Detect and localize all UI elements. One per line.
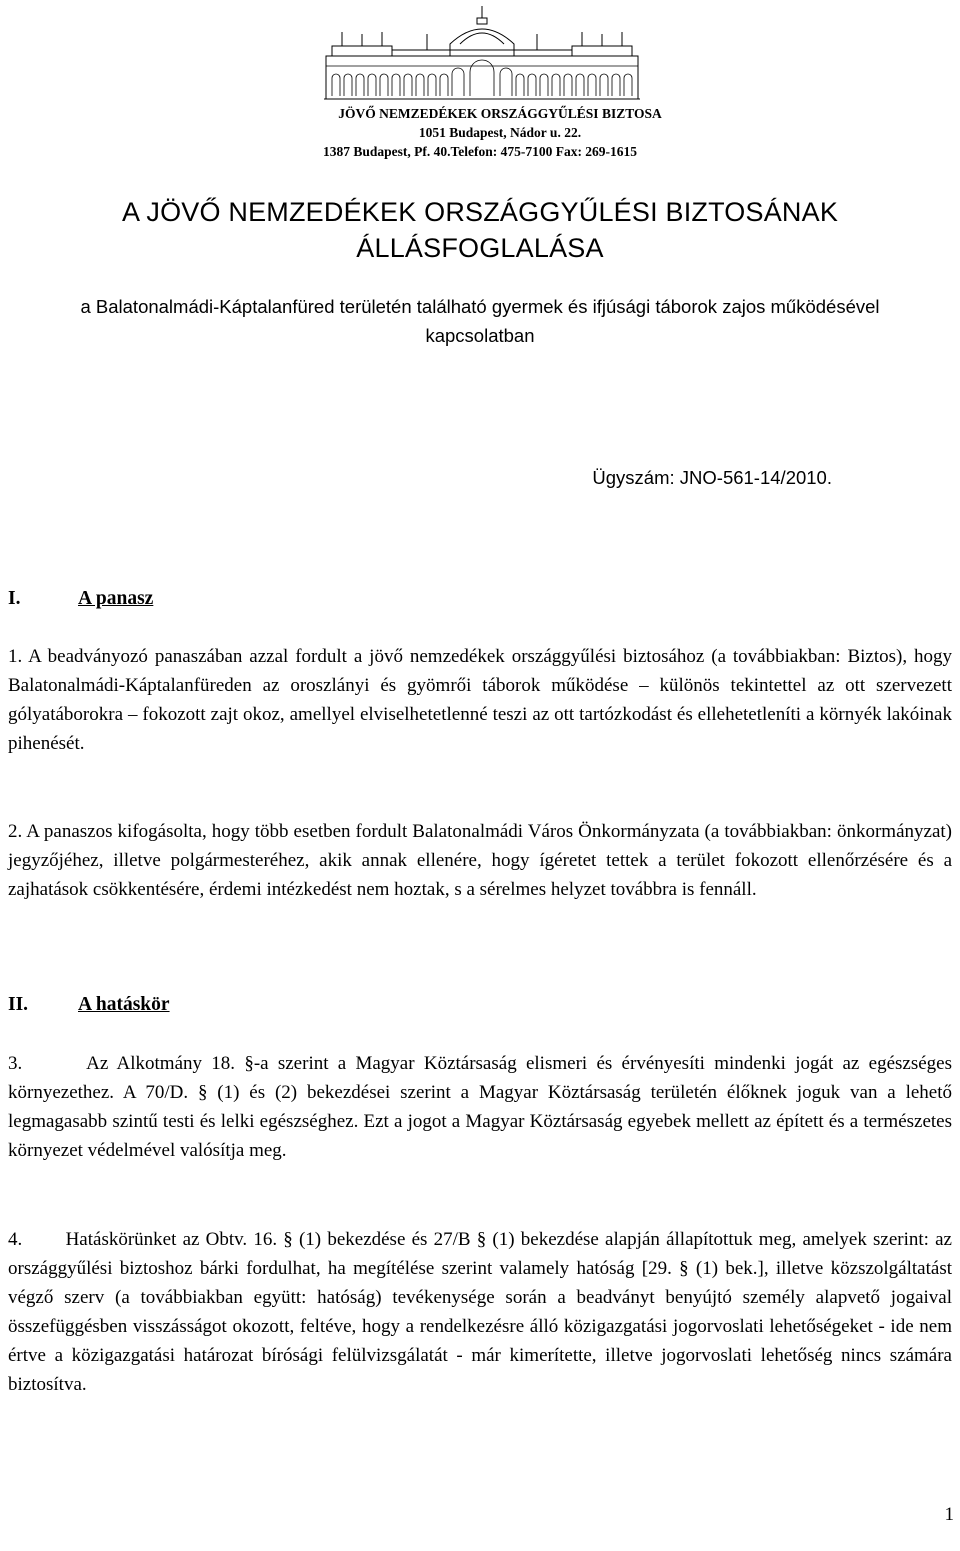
- title-line-2: ÁLLÁSFOGLALÁSA: [356, 233, 604, 263]
- page-number: 1: [944, 1504, 954, 1525]
- document-subtitle: a Balatonalmádi-Káptalanfüred területén található gyermek és ifjúsági táborok zajos működésével kapcsolatban: [80, 296, 880, 346]
- title-line-1: A JÖVŐ NEMZEDÉKEK ORSZÁGGYŰLÉSI BIZTOSÁNAK: [121, 197, 839, 227]
- parliament-building-logo: [322, 4, 642, 102]
- case-number: Ügyszám: JNO-561-14/2010.: [592, 467, 832, 488]
- paragraph-1: 1. A beadványozó panaszában azzal fordult a jövő nemzedékek országgyűlési biztosához (a továbbiakban: Biztos), hogy Balatonalmádi-Káptalanfüreden az oroszlányi és gyömrői táborok működése – különös tekintettel az ott szervezett gólyatáborokra – fokozott zajt okoz, amellyel elviselhetetlenné teszi az ott tartózkodást és ellehetetleníti a környék lakóinak pihenését.: [8, 646, 952, 754]
- section-title: A panasz: [78, 588, 154, 609]
- letterhead-address: 1051 Budapest, Nádor u. 22.: [418, 125, 582, 140]
- section-title: A hatáskör: [78, 994, 170, 1015]
- section-heading-1: [8, 588, 153, 610]
- paragraph-2: 2. A panaszos kifogásolta, hogy több esetben fordult Balatonalmádi Város Önkormányzata (a továbbiakban: önkormányzat) jegyzőjéhez, illetve polgármesteréhez, akik annak ellenére, hogy ígéretet tettek a terület fokozott ellenőrzésére és a zajhatások csökkentésére, érdemi intézkedést nem hoztak, s a sérelmes helyzet továbbra is fennáll.: [8, 821, 952, 900]
- paragraph-4: 4. Hatáskörünket az Obtv. 16. § (1) bekezdése és 27/B § (1) bekezdése alapján állapítottuk meg, amelyek szerint: az országgyűlési biztoshoz bárki fordulhat, ha megítélése szerint valamely hatóság [29. § (1) bek.], illetve közszolgáltatást végző szerv (a továbbiakban együtt: hatóság) tevékenysége során a beadványt benyújtó személy alapvető jogaival összefüggésben visszásságot okozott, feltéve, hogy a rendelkezésre álló közigazgatási jogorvoslati lehetőségeket - ide nem értve a közigazgatási határozat bírósági felülvizsgálatát - már kimerítette, illetve jogorvoslati lehetőség nincs számára biztosítva.: [8, 1229, 957, 1395]
- section-heading-2: [8, 994, 170, 1016]
- section-number: I.: [8, 588, 21, 609]
- letterhead-org: JÖVŐ NEMZEDÉKEK ORSZÁGGYŰLÉSI BIZTOSA: [338, 106, 662, 121]
- paragraph-3: 3. Az Alkotmány 18. §-a szerint a Magyar Köztársaság elismeri és érvényesíti mindenki jogát az egészséges környezethez. A 70/D. § (1) és (2) bekezdései szerint a Magyar Köztársaság területén élőknek joguk van a lehető legmagasabb szintű testi és lelki egészséghez. Ezt a jogot a Magyar Köztársaság egyebek mellett az épített és a természetes környezet védelmével valósítja meg.: [8, 1053, 957, 1161]
- letterhead-contact: 1387 Budapest, Pf. 40.Telefon: 475-7100 Fax: 269-1615: [322, 144, 638, 159]
- section-number: II.: [8, 994, 29, 1015]
- document-title: [0, 194, 960, 266]
- letterhead: [0, 104, 960, 161]
